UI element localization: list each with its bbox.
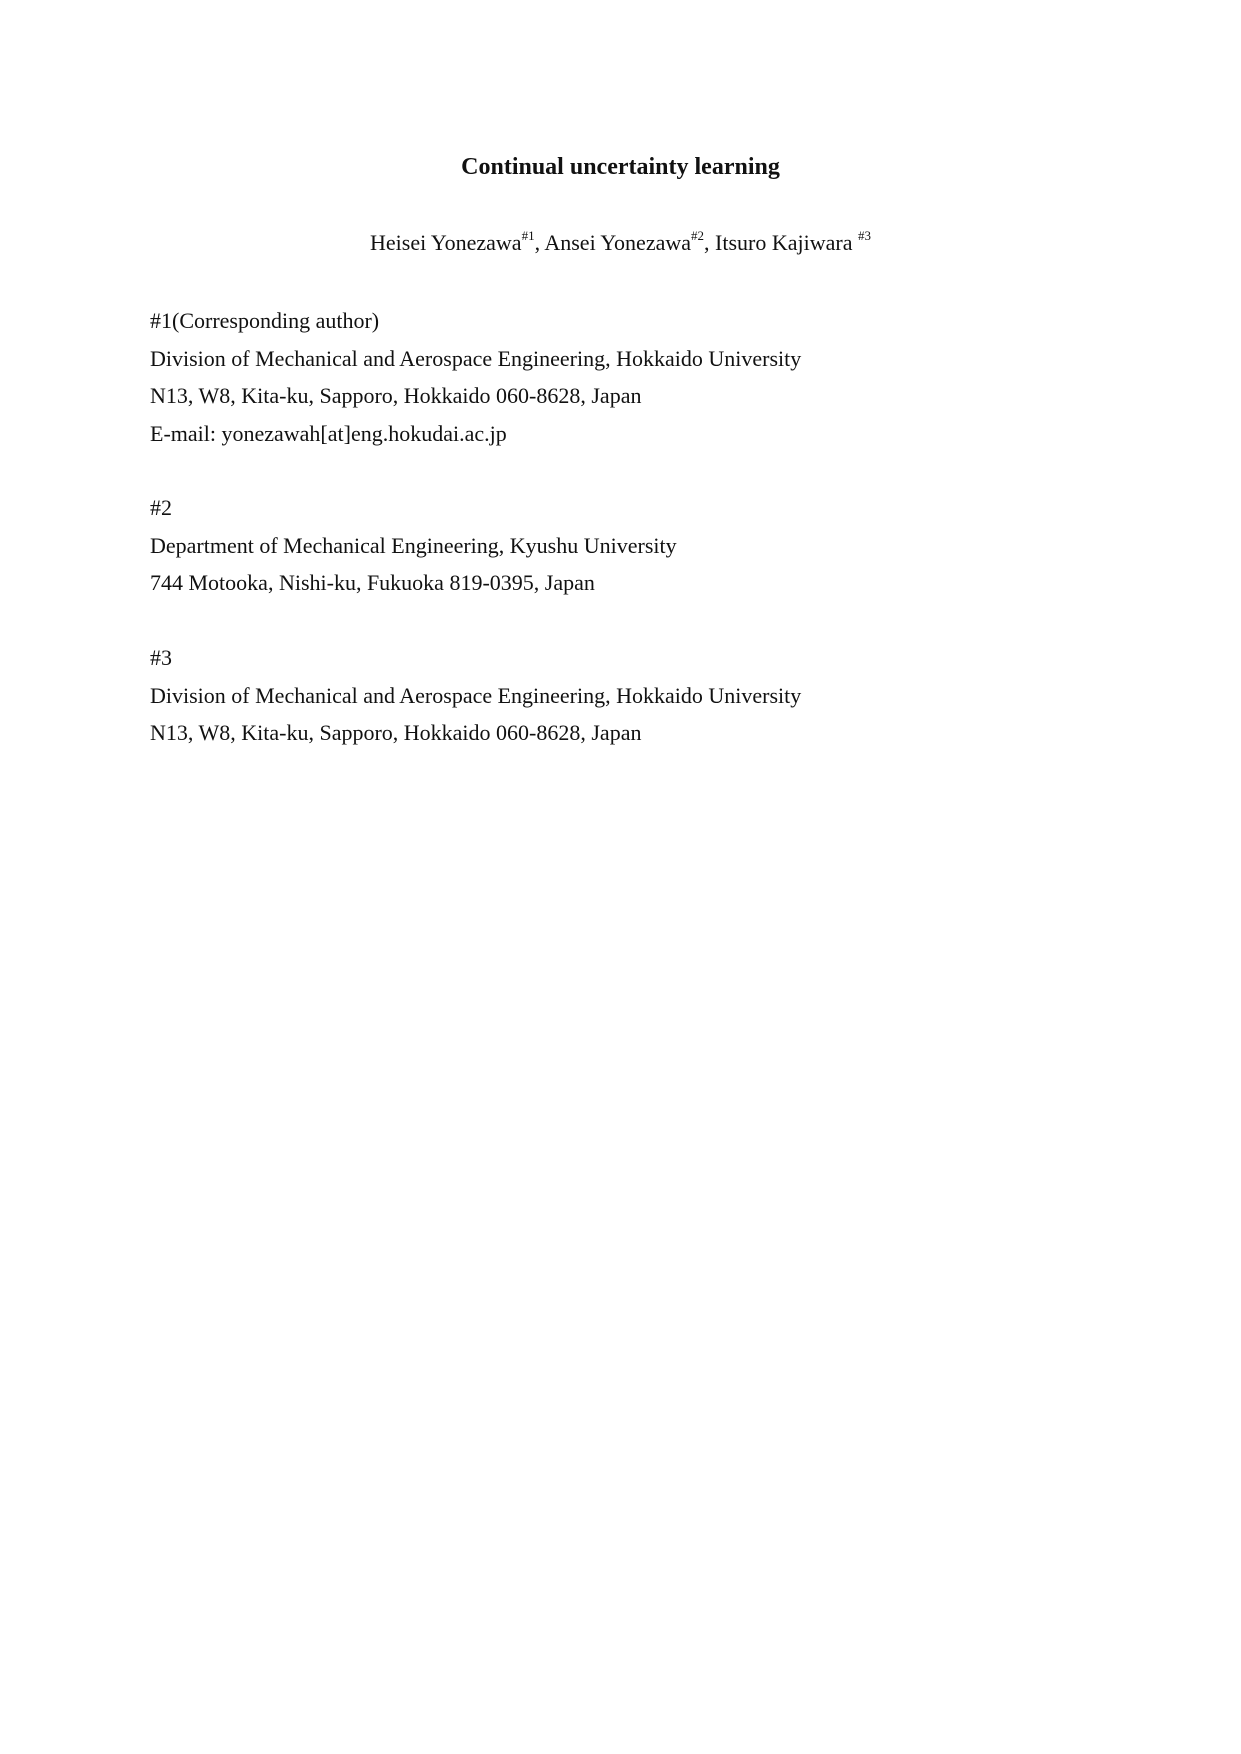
affiliation-block (150, 302, 801, 452)
affiliation-line: N13, W8, Kita-ku, Sapporo, Hokkaido 060-8628, Japan (150, 383, 642, 408)
affiliation-line: N13, W8, Kita-ku, Sapporo, Hokkaido 060-8628, Japan (150, 720, 642, 745)
affiliation-label: #1(Corresponding author) (150, 308, 380, 333)
affiliation-line: Division of Mechanical and Aerospace Engineering, Hokkaido University (150, 682, 802, 708)
affiliation-line: Division of Mechanical and Aerospace Engineering, Hokkaido University (150, 345, 802, 371)
affiliation-line: 744 Motooka, Nishi-ku, Fukuoka 819-0395, Japan (150, 570, 595, 595)
affiliation-email: E-mail: yonezawah[at]eng.hokudai.ac.jp (150, 420, 507, 446)
author-separator: , (534, 230, 545, 255)
author-affiliation-mark: #2 (691, 227, 705, 243)
affiliation-label: #2 (150, 495, 172, 520)
affiliation-line: Department of Mechanical Engineering, Kyushu University (150, 532, 677, 558)
paper-title: Continual uncertainty learning (461, 154, 780, 180)
author-name: Itsuro Kajiwara (715, 230, 853, 255)
affiliation-label: #3 (150, 645, 172, 670)
author-affiliation-mark: #1 (521, 227, 535, 243)
author-affiliation-mark: #3 (857, 227, 871, 243)
affiliation-block (150, 639, 801, 752)
author-list (0, 228, 1241, 258)
author-name: Heisei Yonezawa (370, 230, 522, 255)
author-separator: , (704, 230, 716, 255)
affiliation-block (150, 489, 677, 602)
author-name: Ansei Yonezawa (544, 230, 692, 255)
